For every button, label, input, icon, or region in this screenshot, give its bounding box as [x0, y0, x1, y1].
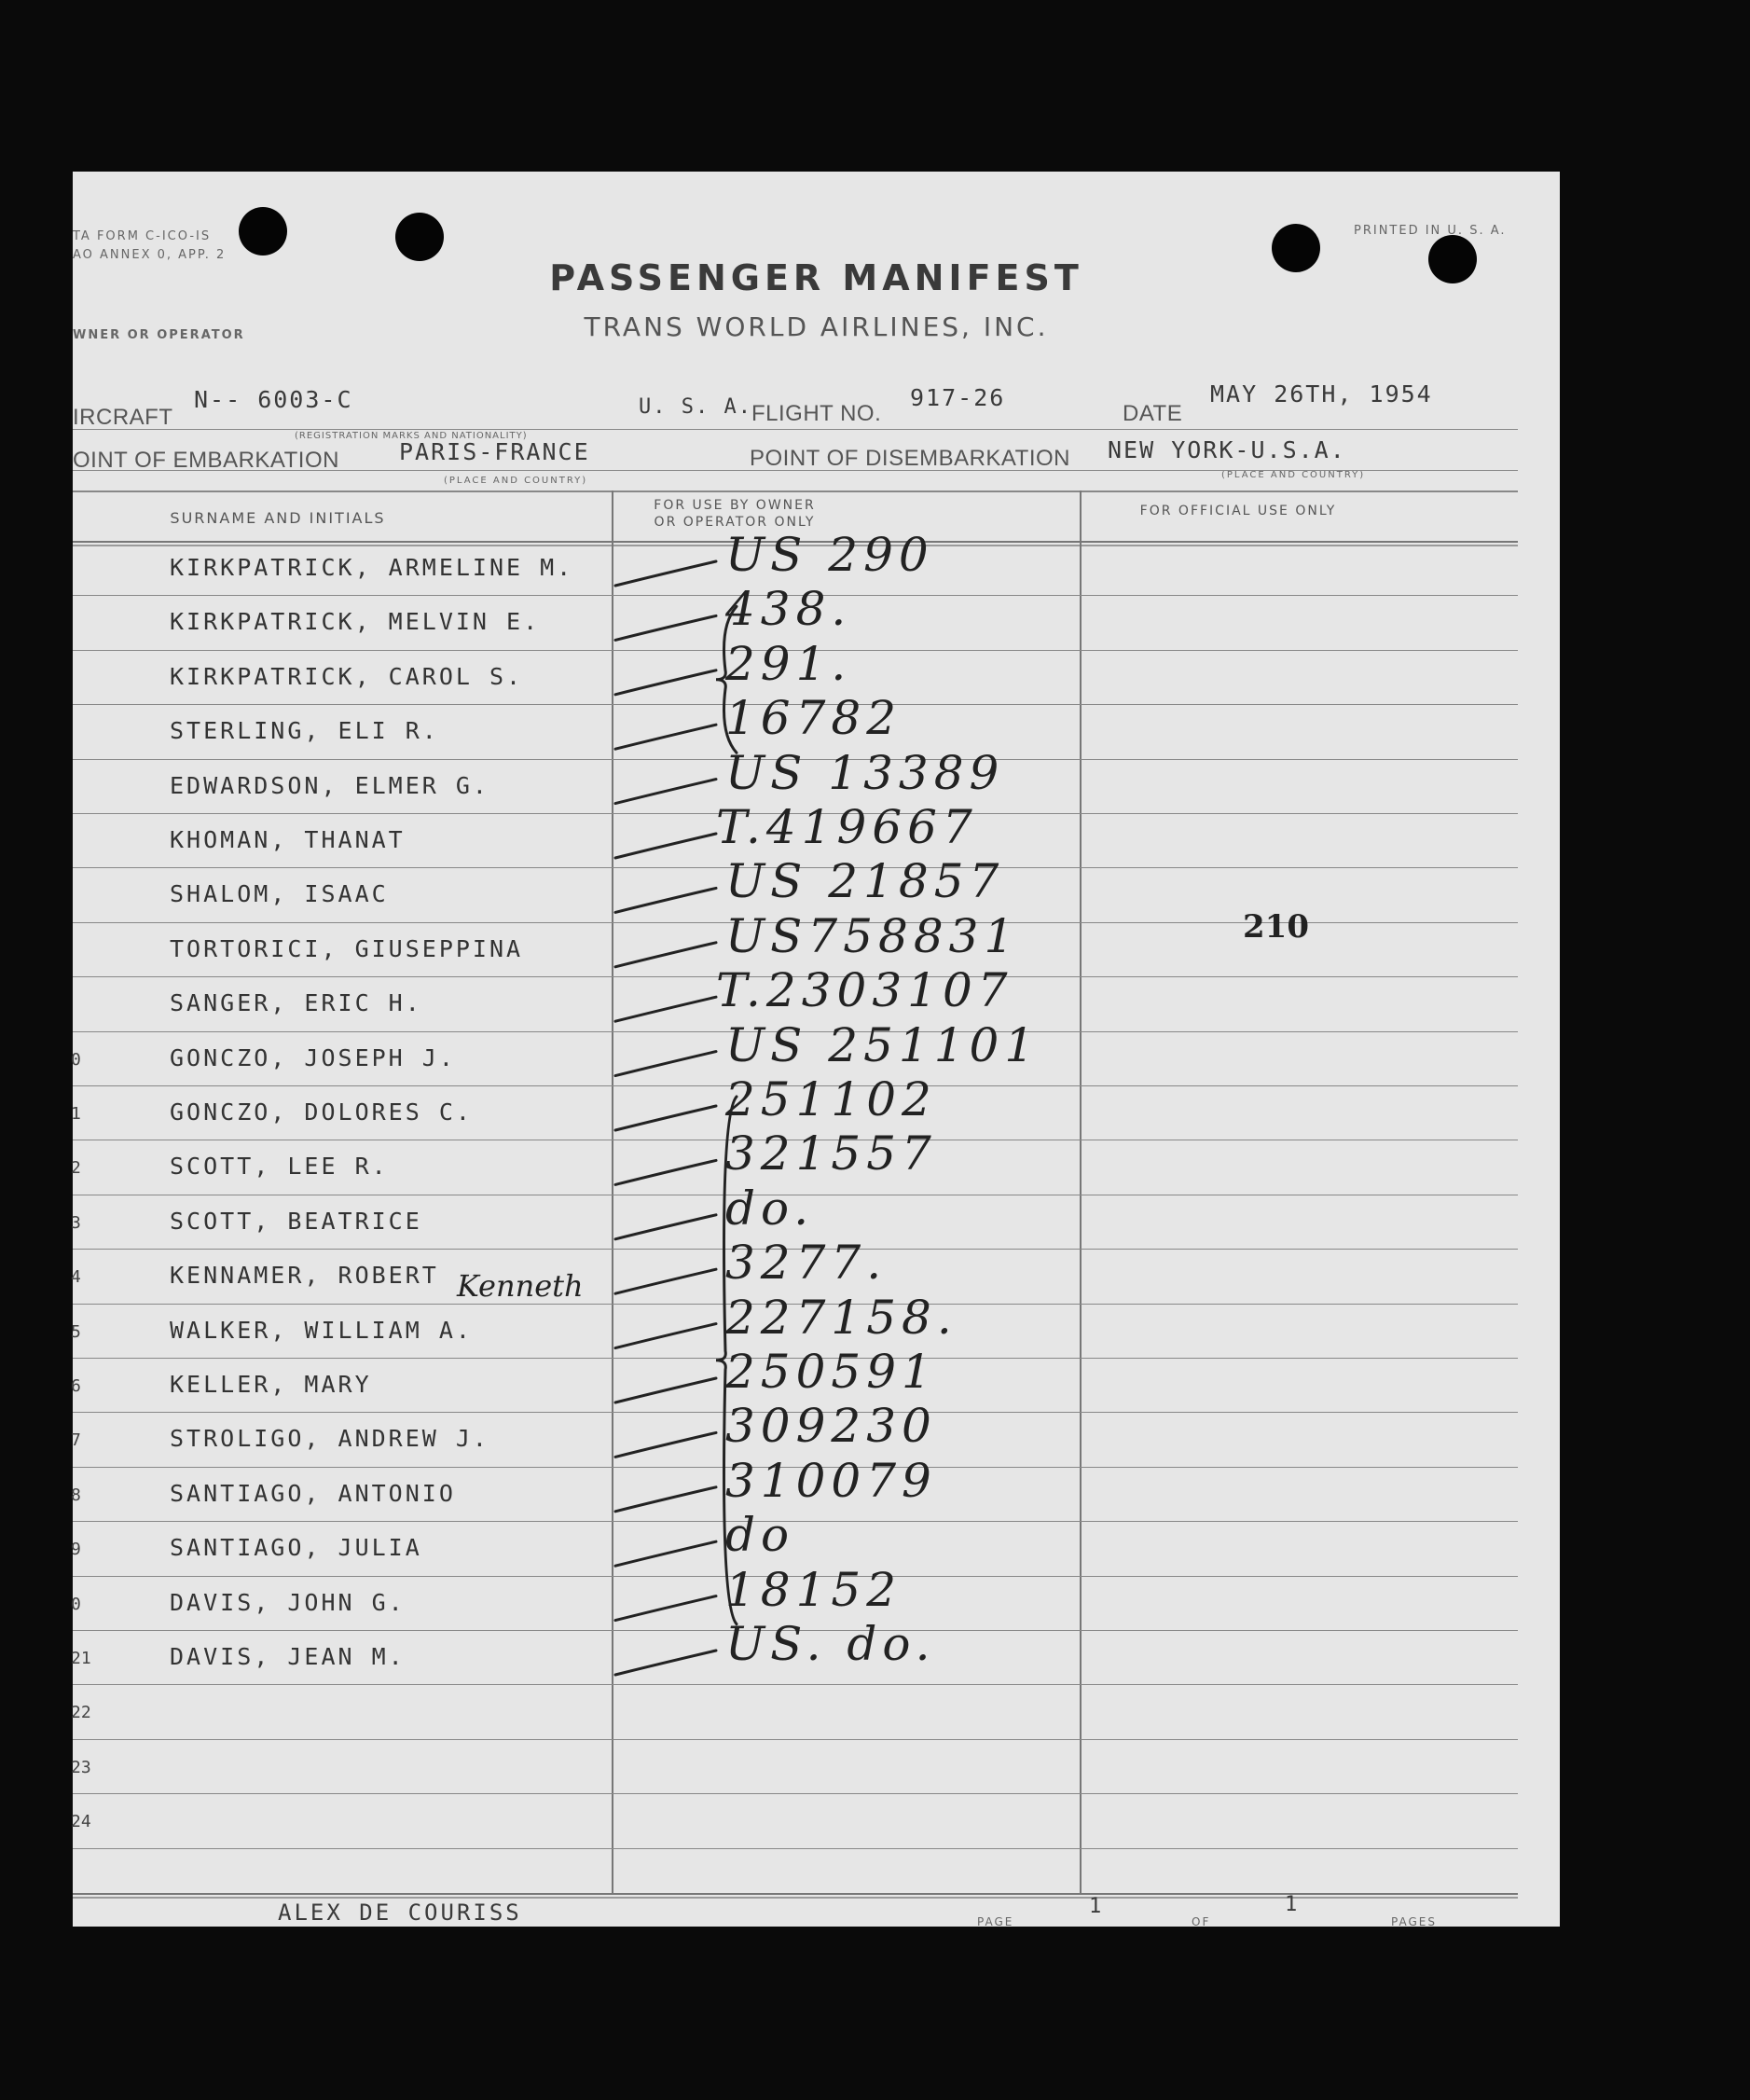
passenger-name: DAVIS, JOHN G.: [170, 1588, 406, 1616]
handwritten-passport-number: T.2303107: [716, 963, 1013, 1018]
row-number: 8: [71, 1485, 81, 1505]
tick-stroke: [615, 1052, 716, 1076]
tick-stroke: [615, 615, 716, 640]
printed-in-usa: PRINTED IN U. S. A.: [1354, 224, 1507, 238]
manifest-title: PASSENGER MANIFEST: [549, 257, 1083, 298]
tick-stroke: [615, 1269, 716, 1293]
airline-name: TRANS WORLD AIRLINES, INC.: [584, 311, 1049, 342]
pages-label: PAGES: [1391, 1915, 1437, 1928]
disembarkation-sub: (PLACE AND COUNTRY): [1221, 470, 1366, 480]
tick-stroke: [615, 1106, 716, 1130]
row-number: 4: [71, 1267, 81, 1288]
handwritten-passport-number: 16782: [725, 691, 903, 746]
tick-stroke: [615, 670, 716, 695]
row-number: 24: [71, 1812, 91, 1832]
row-number: 7: [71, 1430, 81, 1451]
handwritten-passport-number: 3277.: [725, 1236, 888, 1291]
passenger-name: EDWARDSON, ELMER G.: [170, 771, 489, 799]
passenger-name: KENNAMER, ROBERT: [170, 1262, 439, 1290]
passenger-name: GONCZO, DOLORES C.: [170, 1098, 473, 1126]
signature-line: ALEX DE COURISS: [278, 1900, 522, 1926]
passenger-name: SANTIAGO, ANTONIO: [170, 1479, 456, 1507]
manifest-sheet: [73, 172, 1560, 1927]
of-label: OF: [1192, 1915, 1211, 1928]
date-label: DATE: [1123, 401, 1183, 426]
column-official-header: FOR OFFICIAL USE ONLY: [1139, 504, 1337, 518]
aircraft-value: N-- 6003-C: [194, 386, 353, 413]
handwritten-passport-number: US 21857: [725, 854, 1005, 909]
row-number: 1: [71, 1104, 81, 1124]
passenger-name: KELLER, MARY: [170, 1371, 372, 1398]
form-id: TA FORM C-ICO-IS: [73, 229, 212, 243]
row-number: 3: [71, 1212, 81, 1233]
handwritten-passport-number: 321557: [725, 1126, 937, 1181]
tick-stroke: [615, 1378, 716, 1402]
passenger-name: STERLING, ELI R.: [170, 717, 439, 745]
handwritten-passport-number: T.419667: [716, 800, 978, 854]
passenger-name: KIRKPATRICK, MELVIN E.: [170, 608, 541, 636]
handwritten-passport-number: US758831: [725, 908, 1020, 963]
row-number: 9: [71, 1540, 81, 1560]
handwriting-strokes: [73, 172, 1560, 1927]
flight-number: 917-26: [910, 384, 1006, 411]
bracket-stroke: [716, 606, 737, 753]
handwritten-passport-number: US. do.: [725, 1617, 936, 1671]
row-number: 2: [71, 1158, 81, 1179]
tick-stroke: [615, 1651, 716, 1675]
passenger-name: KIRKPATRICK, CAROL S.: [170, 662, 524, 690]
aircraft-label: IRCRAFT: [73, 405, 173, 430]
handwritten-passport-number: US 251101: [725, 1017, 1040, 1072]
passenger-name: SANGER, ERIC H.: [170, 989, 422, 1017]
column-name-header: SURNAME AND INITIALS: [170, 509, 386, 527]
table-bottom-rule: [73, 1893, 1518, 1895]
row-number: 5: [71, 1321, 81, 1342]
passenger-name: WALKER, WILLIAM A.: [170, 1316, 473, 1344]
passenger-name: SHALOM, ISAAC: [170, 880, 389, 908]
passenger-name: DAVIS, JEAN M.: [170, 1643, 406, 1670]
form-annex: AO ANNEX 0, APP. 2: [73, 248, 227, 262]
page-label: PAGE: [977, 1915, 1014, 1928]
tick-stroke: [615, 1487, 716, 1512]
tick-stroke: [615, 1160, 716, 1184]
owner-operator-label: WNER OR OPERATOR: [73, 328, 245, 342]
official-stamp-number: 210: [1243, 908, 1309, 946]
row-number: 23: [71, 1757, 91, 1777]
tick-stroke: [615, 1432, 716, 1457]
column-owner-header-1: FOR USE BY OWNER: [654, 498, 816, 513]
country-label: U. S. A.: [639, 395, 752, 419]
embarkation-value: PARIS-FRANCE: [399, 438, 590, 465]
handwritten-passport-number: 18152: [725, 1562, 903, 1617]
of-number: 1: [1285, 1893, 1300, 1916]
flight-date: MAY 26TH, 1954: [1210, 380, 1433, 408]
disembarkation-label: POINT OF DISEMBARKATION: [750, 446, 1070, 471]
bracket-stroke: [716, 1097, 737, 1624]
passenger-name: KIRKPATRICK, ARMELINE M.: [170, 554, 574, 581]
tick-stroke: [615, 725, 716, 749]
kennamer-annotation: Kenneth: [457, 1268, 584, 1304]
tick-stroke: [615, 780, 716, 804]
row-number: 6: [71, 1376, 81, 1396]
handwritten-passport-number: do: [725, 1508, 795, 1563]
handwritten-passport-number: 309230: [725, 1399, 937, 1454]
passenger-name: KHOMAN, THANAT: [170, 826, 406, 853]
embarkation-label: OINT OF EMBARKATION: [73, 448, 339, 473]
passenger-name: SCOTT, BEATRICE: [170, 1207, 422, 1235]
tick-stroke: [615, 997, 716, 1021]
embarkation-sub: (PLACE AND COUNTRY): [444, 476, 588, 486]
passenger-name: SCOTT, LEE R.: [170, 1153, 389, 1181]
passenger-name: TORTORICI, GIUSEPPINA: [170, 934, 524, 962]
handwritten-passport-number: 438.: [725, 582, 852, 637]
aircraft-sub: (REGISTRATION MARKS AND NATIONALITY): [295, 431, 528, 441]
page-number: 1: [1089, 1895, 1104, 1918]
handwritten-passport-number: US 290: [725, 528, 934, 582]
handwritten-passport-number: 250591: [725, 1345, 937, 1399]
handwritten-passport-number: US 13389: [725, 745, 1005, 800]
row-number: 0: [71, 1049, 81, 1070]
tick-stroke: [615, 1541, 716, 1566]
tick-stroke: [615, 943, 716, 967]
tick-stroke: [615, 561, 716, 586]
handwritten-passport-number: 291.: [725, 636, 852, 691]
handwritten-passport-number: 227158.: [725, 1290, 958, 1345]
handwritten-passport-number: 251102: [725, 1072, 937, 1126]
row-number: 22: [71, 1703, 91, 1723]
tick-stroke: [615, 1596, 716, 1621]
tick-stroke: [615, 888, 716, 912]
handwritten-passport-number: do.: [725, 1181, 815, 1236]
passenger-name: SANTIAGO, JULIA: [170, 1534, 422, 1562]
tick-stroke: [615, 1324, 716, 1348]
flight-label: FLIGHT NO.: [751, 401, 882, 426]
passenger-name: GONCZO, JOSEPH J.: [170, 1043, 456, 1071]
tick-stroke: [615, 834, 716, 858]
row-number: 0: [71, 1594, 81, 1614]
column-owner-header-2: OR OPERATOR ONLY: [654, 515, 816, 530]
tick-stroke: [615, 1215, 716, 1239]
disembarkation-value: NEW YORK-U.S.A.: [1108, 436, 1346, 463]
handwritten-passport-number: 310079: [725, 1453, 937, 1508]
passenger-name: STROLIGO, ANDREW J.: [170, 1425, 489, 1453]
row-number: 21: [71, 1649, 91, 1668]
